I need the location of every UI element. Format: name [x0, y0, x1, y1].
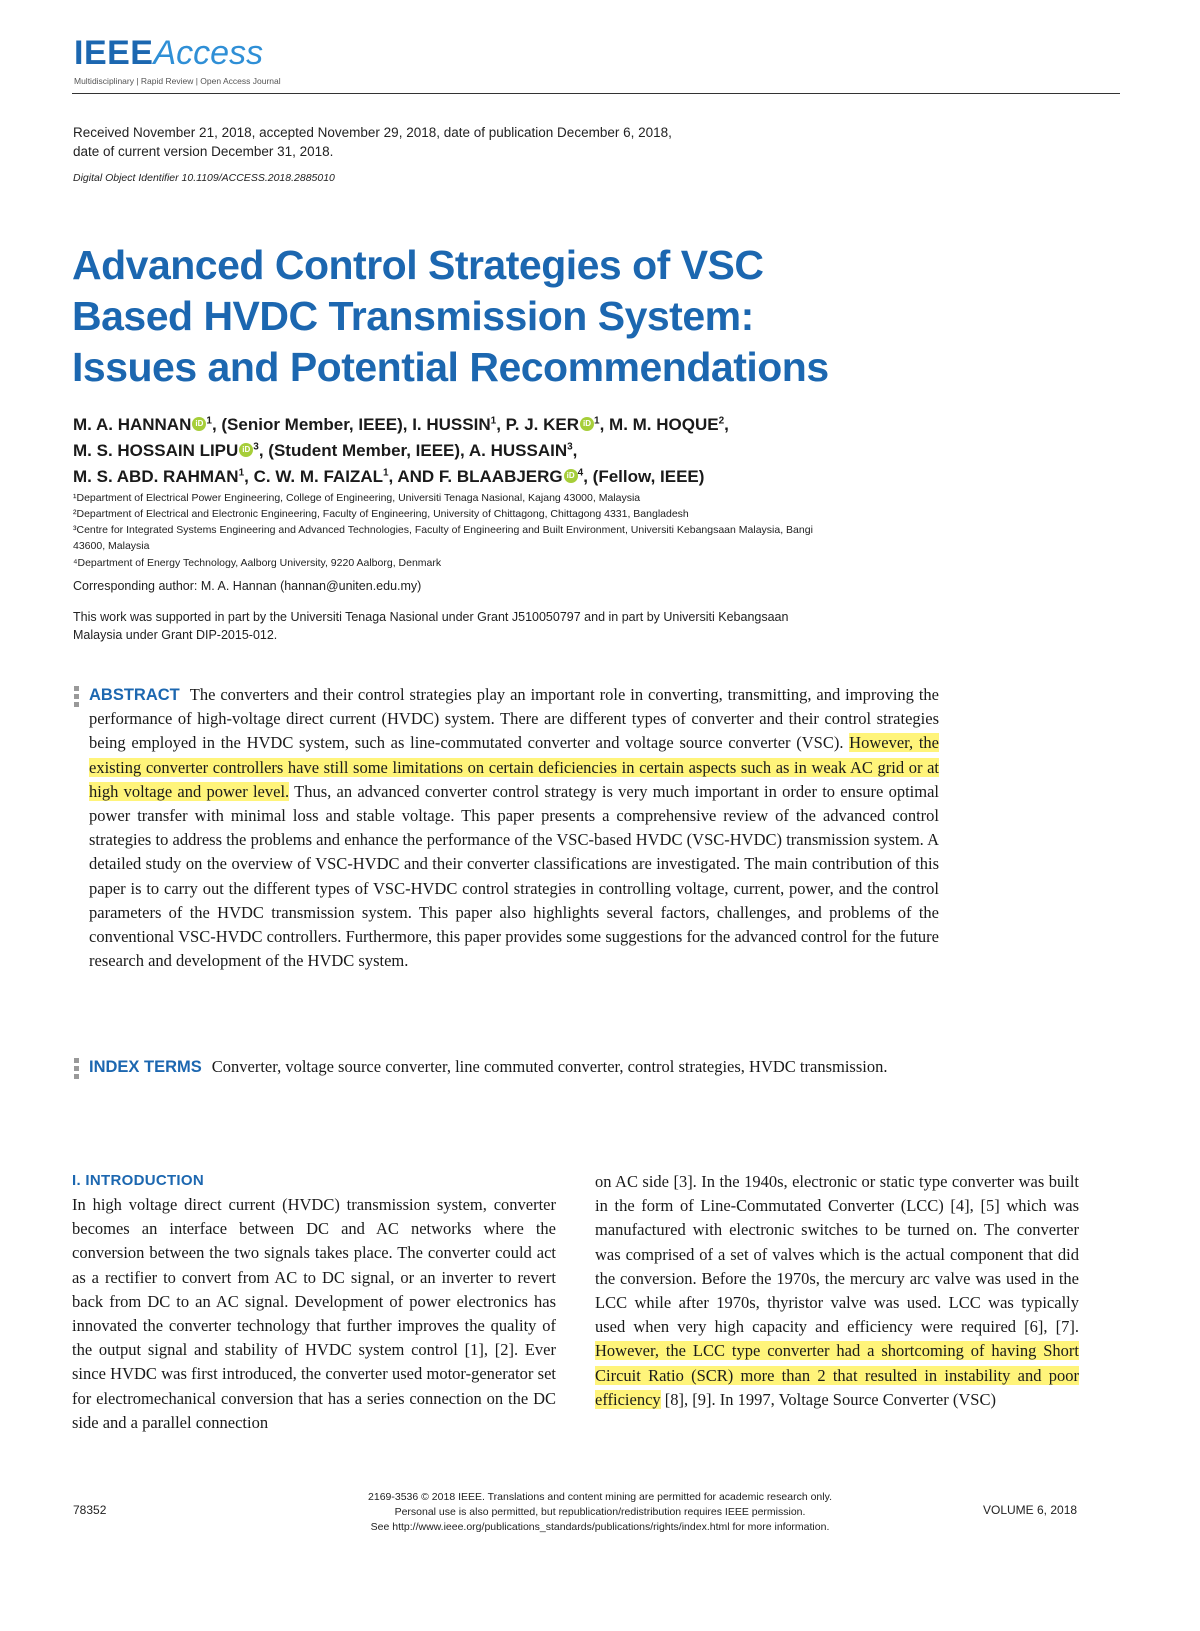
author-name: M. S. HOSSAIN LIPU — [73, 441, 239, 460]
affiliation-3-cont: 43600, Malaysia — [73, 540, 150, 552]
author-name: , AND F. BLAABJERG — [388, 467, 563, 486]
intro-left-column: In high voltage direct current (HVDC) transmission system, converter becomes an interface between DC and AC networks where the conversion between the two signals takes place. The converter could act as a rectifier to convert from AC to DC signal, or an inverter to revert back from DC to an AC signal. Development of power electronics has innovated the converter technology that further improves the quality of the output signal and stability of HVDC system control [1], [2]. Ever since HVDC was first introduced, the converter used motor-generator set for electromechanical conversion that has a series connection on the DC side and a parallel connection — [72, 1195, 556, 1432]
author-sup: 3 — [253, 441, 259, 453]
author-sup: 2 — [718, 415, 725, 427]
author-name: , M. M. HOQUE — [599, 415, 719, 434]
authors-line-3 — [73, 467, 704, 487]
volume-info: VOLUME 6, 2018 — [983, 1503, 1078, 1517]
orcid-icon[interactable]: iD — [192, 417, 206, 431]
author-sup: 1 — [490, 415, 497, 427]
author-sup: 1 — [382, 467, 389, 479]
abstract-highlight: However, the existing converter controllers have still some limitations on certain deficiencies in certain aspects such as in weak AC grid or at high voltage and power level. — [89, 733, 939, 801]
author-sup: 1 — [238, 467, 245, 479]
received-dates-line1: Received November 21, 2018, accepted November 29, 2018, date of publication December 6, 2018, — [73, 125, 672, 140]
affiliation-4: ⁴Department of Energy Technology, Aalborg University, 9220 Aalborg, Denmark — [73, 557, 442, 569]
authors-line-1 — [73, 415, 729, 435]
abstract-label: ABSTRACT — [89, 686, 180, 704]
index-terms-label: INDEX TERMS — [89, 1058, 202, 1076]
orcid-icon[interactable]: iD — [580, 417, 594, 431]
orcid-icon[interactable]: iD — [564, 469, 578, 483]
funding-line-1: This work was supported in part by the Universiti Tenaga Nasional under Grant J510050797 and in part by Universiti Kebangsaan — [73, 610, 789, 624]
author-punct: , — [572, 441, 578, 460]
intro-right-text: on AC side [3]. In the 1940s, electronic or static type converter was built in the form of Line-Commutated Converter (LCC) [4], [5] which was manufactured with electronic switches to be turned on. The converter was comprised of a set of valves which is the actual component that did the conversion. Before the 1970s, the mercury arc valve was used in the LCC while after 1970s, thyristor valve was used. LCC was typically used when very high capacity and efficiency were required [6], [7]. — [595, 1172, 1079, 1337]
corresponding-author: Corresponding author: M. A. Hannan (hannan@uniten.edu.my) — [73, 579, 422, 593]
received-dates-line2: date of current version December 31, 2018. — [73, 144, 334, 159]
intro-right-highlight: However, the LCC type converter had a shortcoming of having Short Circuit Ratio (SCR) more than 2 that resulted in instability and poor efficiency — [595, 1341, 1079, 1409]
funding-line-2: Malaysia under Grant DIP-2015-012. — [73, 628, 278, 642]
author-sup: 1 — [594, 415, 600, 427]
doi: Digital Object Identifier 10.1109/ACCESS.2018.2885010 — [73, 172, 335, 184]
logo-ieee-text: IEEE — [74, 34, 154, 72]
author-sup: 4 — [577, 467, 584, 479]
author-name: , (Student Member, IEEE), A. HUSSAIN — [258, 441, 568, 460]
authors-line-2 — [73, 441, 577, 461]
orcid-icon[interactable]: iD — [239, 443, 253, 457]
abstract-text: The converters and their control strategies play an important role in converting, transmitting, and improving the performance of high-voltage direct current (HVDC) system. There are different types of converter and their control strategies being employed in the HVDC system, such as line-commutated converter and voltage source converter (VSC). — [89, 685, 939, 753]
author-sup: 1 — [206, 415, 212, 427]
author-name: , C. W. M. FAIZAL — [244, 467, 383, 486]
copyright-line-3[interactable]: See http://www.ieee.org/publications_standards/publications/rights/index.html for more information. — [370, 1521, 830, 1533]
intro-right-text-cont: [8], [9]. In 1997, Voltage Source Converter (VSC) — [660, 1389, 996, 1409]
affiliation-1: ¹Department of Electrical Power Engineering, College of Engineering, Universiti Tenaga Nasional, Kajang 43000, Malaysia — [73, 492, 641, 504]
header-divider — [72, 93, 1120, 94]
author-name: , (Fellow, IEEE) — [583, 467, 705, 486]
abstract-marker — [74, 686, 80, 710]
intro-right-column — [595, 1170, 1079, 1412]
affiliation-2: ²Department of Electrical and Electronic Engineering, Faculty of Engineering, University of Chittagong, Chittagong 4331, Bangladesh — [73, 508, 689, 520]
copyright-line-1: 2169-3536 © 2018 IEEE. Translations and content mining are permitted for academic research only. — [368, 1491, 832, 1503]
author-name: M. S. ABD. RAHMAN — [73, 467, 239, 486]
abstract-text-cont: Thus, an advanced converter control strategy is very much important in order to ensure optimal power transfer with minimal loss and stable voltage. This paper presents a comprehensive review of the advanced control strategies to address the problems and enhance the performance of the VSC-based HVDC (VSC-HVDC) transmission system. A detailed study on the overview of VSC-HVDC and their converter classifications are investigated. The main contribution of this paper is to carry out the different types of VSC-HVDC control strategies in controlling voltage, current, power, and the control parameters of the HVDC transmission system. This paper also highlights several factors, challenges, and problems of the conventional VSC-HVDC controllers. Furthermore, this paper provides some suggestions for the advanced control for the future research and development of the HVDC system. — [89, 781, 940, 971]
paper-title: Advanced Control Strategies of VSC Based HVDC Transmission System: Issues and Potential Recommendations — [72, 242, 829, 390]
section-heading-introduction: I. INTRODUCTION — [72, 1172, 204, 1189]
author-name: , (Senior Member, IEEE), I. HUSSIN — [211, 415, 491, 434]
index-terms — [89, 1055, 939, 1079]
abstract — [89, 683, 939, 973]
affiliation-3: ³Centre for Integrated Systems Engineering and Advanced Technologies, Faculty of Engineering and Built Environment, Universiti Kebangsaan Malaysia, Bangi — [73, 524, 813, 536]
author-punct: , — [724, 415, 729, 434]
logo-access-text: Access — [153, 34, 264, 72]
author-sup: 3 — [567, 441, 573, 453]
author-name: , P. J. KER — [496, 415, 580, 434]
copyright-line-2: Personal use is also permitted, but republication/redistribution requires IEEE permission. — [394, 1506, 806, 1518]
journal-logo — [74, 34, 281, 94]
author-name: M. A. HANNAN — [73, 415, 192, 434]
page-number: 78352 — [73, 1503, 107, 1517]
index-terms-text: Converter, voltage source converter, line commuted converter, control strategies, HVDC transmission. — [211, 1057, 888, 1076]
logo-tagline: Multidisciplinary | Rapid Review | Open Access Journal — [74, 76, 281, 86]
index-terms-marker — [74, 1058, 80, 1082]
copyright-notice — [300, 1490, 900, 1535]
